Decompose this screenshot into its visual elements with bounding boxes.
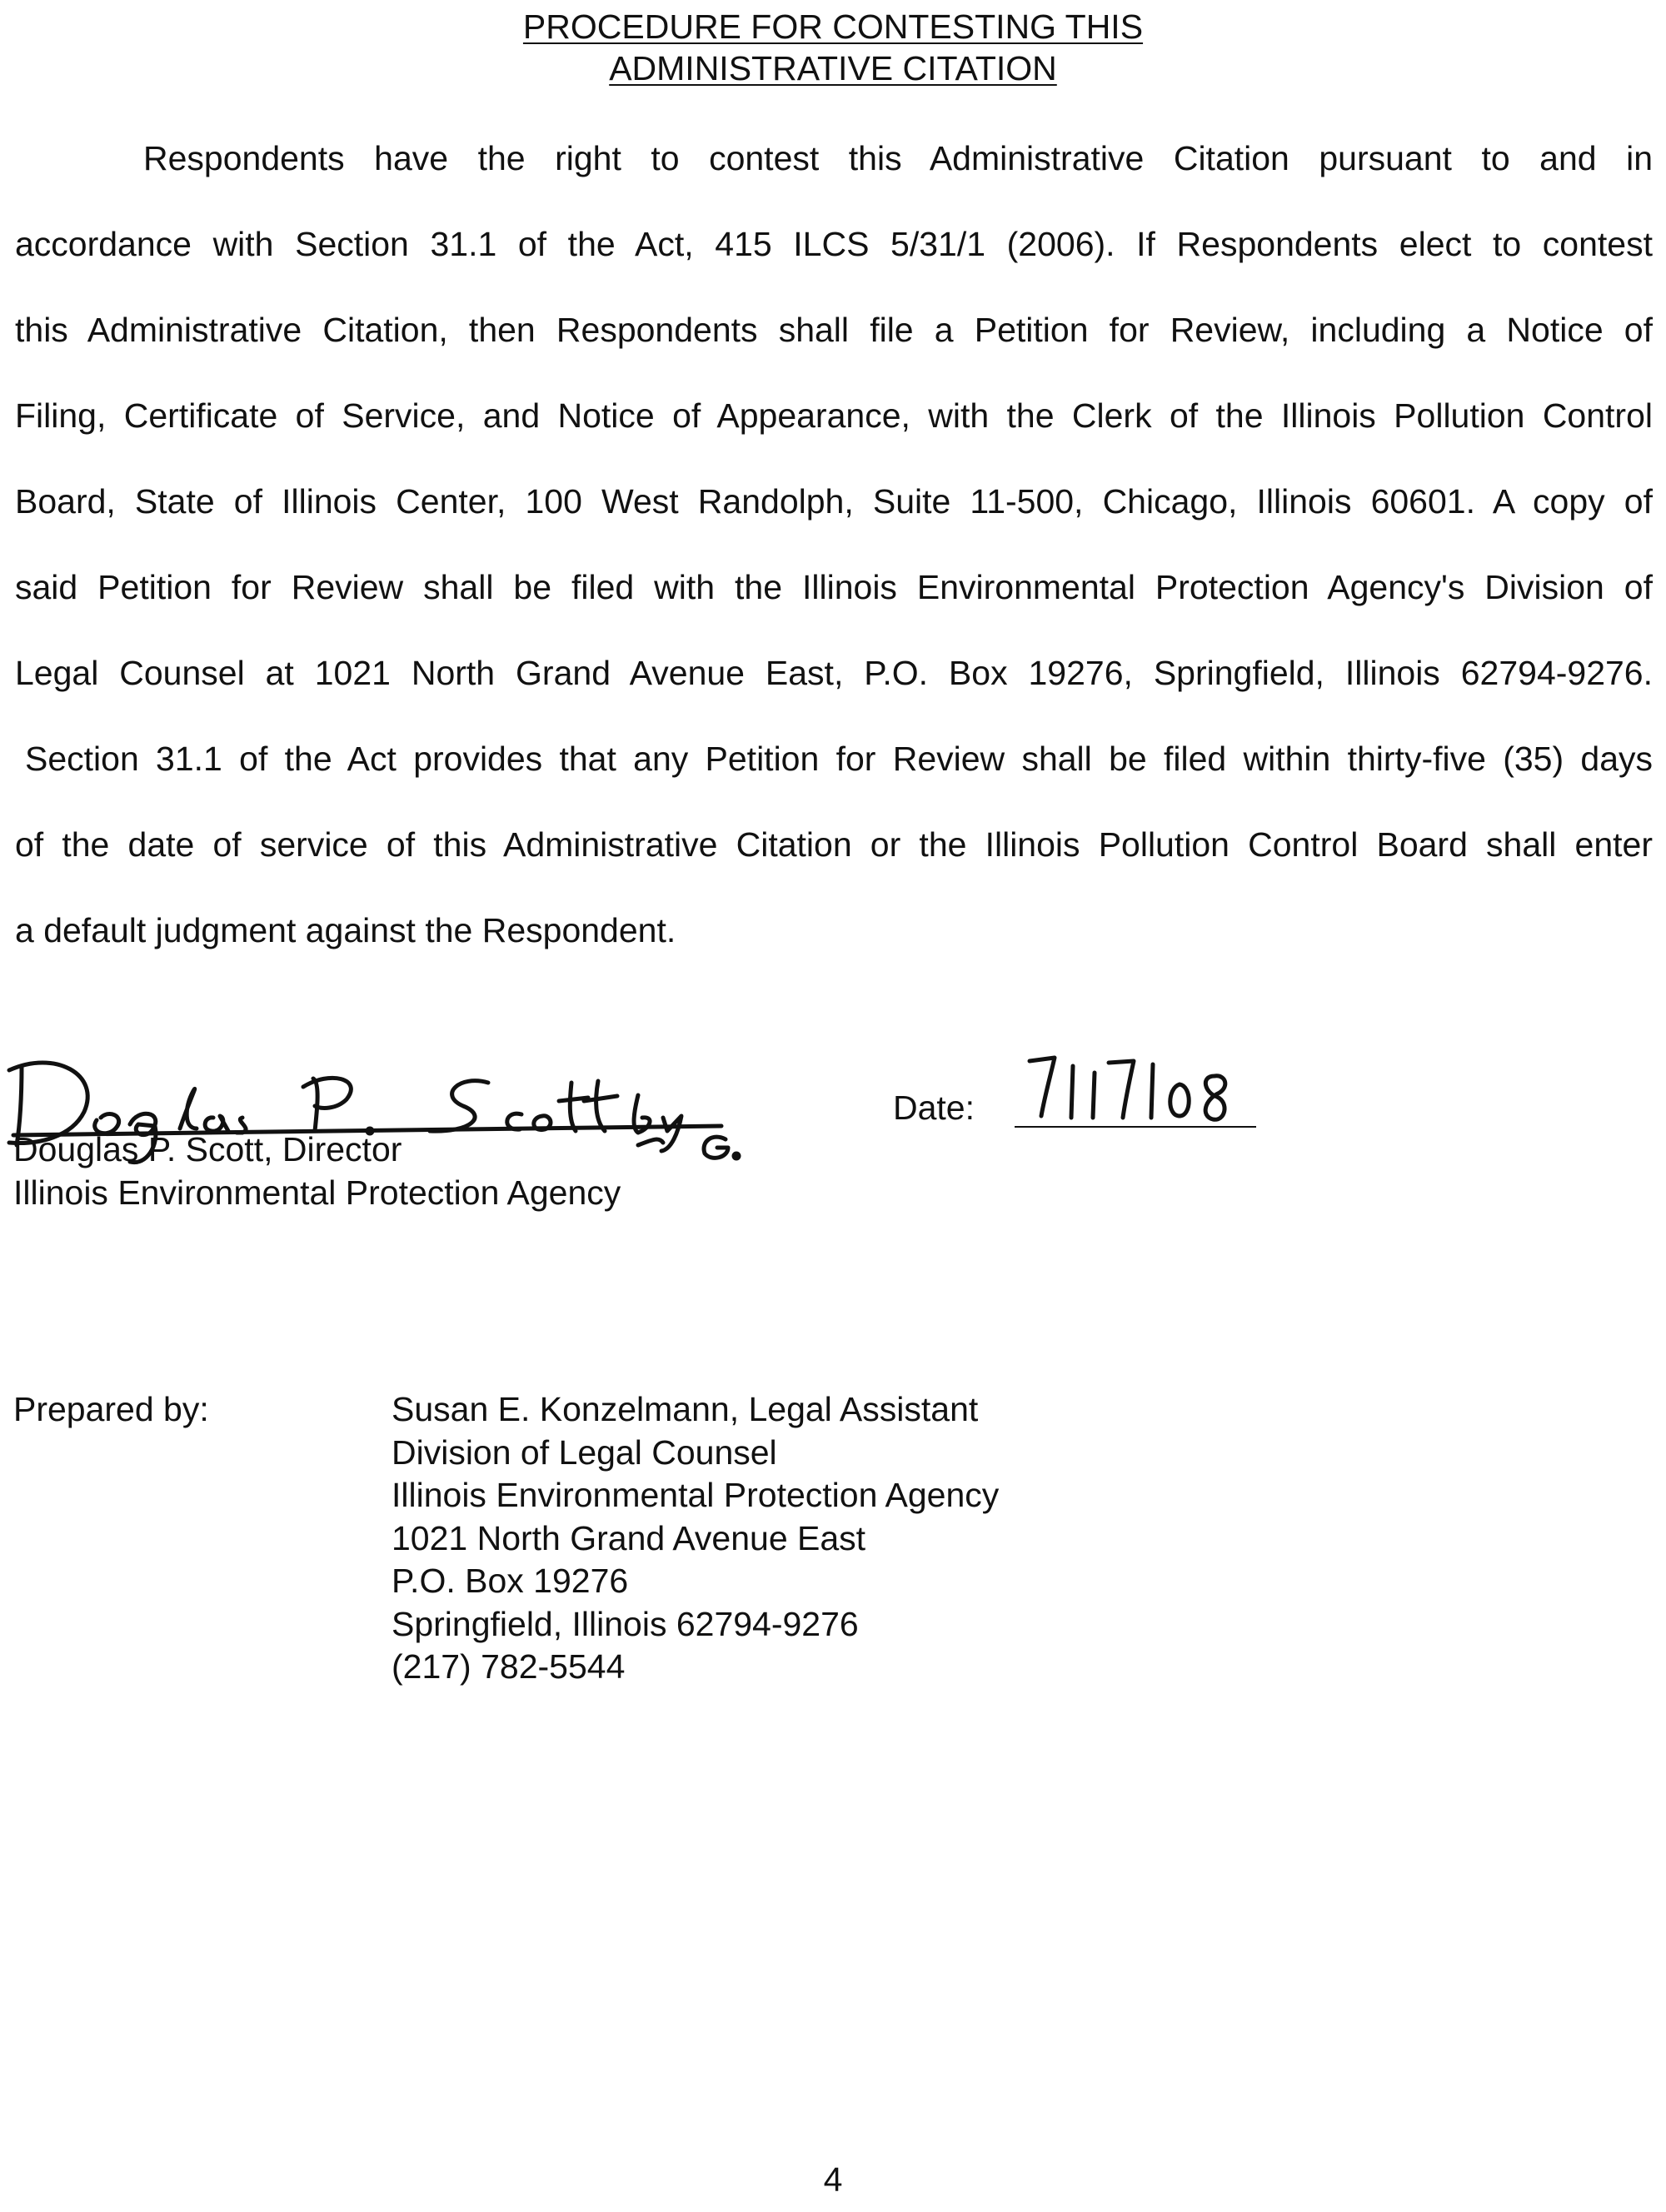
paragraph-line: Board, State of Illinois Center, 100 West Randolph, Suite 11-500, Chicago, Illinois 60601. A copy of <box>15 482 1653 521</box>
date-value <box>1025 1056 1291 1123</box>
signer-name-title: Douglas P. Scott, Director <box>13 1130 402 1168</box>
prepared-line: Susan E. Konzelmann, Legal Assistant <box>392 1390 979 1428</box>
paragraph-line: Legal Counsel at 1021 North Grand Avenue East, P.O. Box 19276, Springfield, Illinois 62794-9276. <box>15 654 1653 692</box>
prepared-line: Illinois Environmental Protection Agency <box>392 1476 1000 1514</box>
paragraph-line: of the date of service of this Administrative Citation or the Illinois Pollution Control Board shall enter <box>15 825 1653 864</box>
date-underline <box>1015 1126 1256 1128</box>
prepared-line: 1021 North Grand Avenue East <box>392 1518 866 1557</box>
paragraph-line: this Administrative Citation, then Respondents shall file a Petition for Review, including a Notice of <box>15 311 1653 349</box>
prepared-by-address <box>392 1388 999 1689</box>
prepared-line: (217) 782-5544 <box>392 1647 626 1686</box>
prepared-by-label: Prepared by: <box>13 1390 209 1428</box>
paragraph-line: a default judgment against the Respondent. <box>15 911 676 949</box>
page-number: 4 <box>823 2160 843 2199</box>
paragraph-line: said Petition for Review shall be filed with the Illinois Environmental Protection Agency's Division of <box>15 568 1653 606</box>
paragraph-line: Section 31.1 of the Act provides that any Petition for Review shall be filed within thirty-five (35) days <box>25 740 1653 778</box>
signer-agency: Illinois Environmental Protection Agency <box>13 1173 621 1212</box>
prepared-line: Division of Legal Counsel <box>392 1432 777 1472</box>
paragraph-line: accordance with Section 31.1 of the Act, 415 ILCS 5/31/1 (2006). If Respondents elect to contest <box>15 225 1653 263</box>
prepared-line: P.O. Box 19276 <box>392 1562 629 1600</box>
prepared-line: Springfield, Illinois 62794-9276 <box>392 1604 859 1643</box>
title-line-1: PROCEDURE FOR CONTESTING THIS <box>522 7 1144 46</box>
paragraph-line: Filing, Certificate of Service, and Notice of Appearance, with the Clerk of the Illinois Pollution Control <box>15 396 1653 435</box>
date-label: Date: <box>893 1089 975 1127</box>
title-line-2: ADMINISTRATIVE CITATION <box>609 49 1057 87</box>
paragraph-line: Respondents have the right to contest this Administrative Citation pursuant to and in <box>143 139 1653 177</box>
